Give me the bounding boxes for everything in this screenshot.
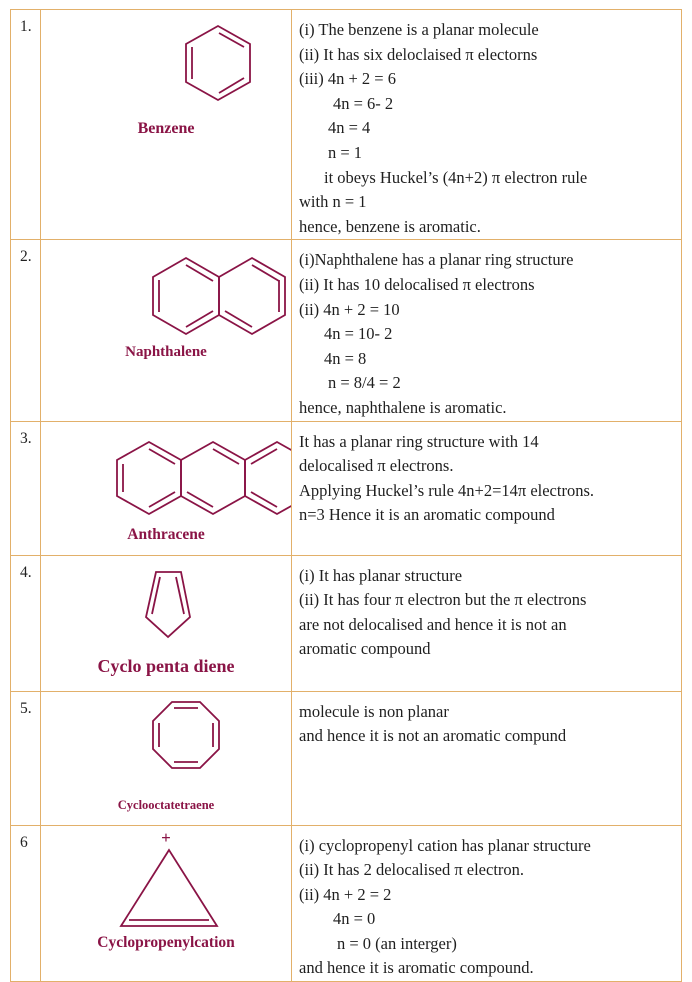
desc-line: 4n = 8 — [324, 348, 367, 368]
desc-line: It has a planar ring structure with 14 — [299, 431, 539, 451]
desc-line: hence, benzene is aromatic. — [299, 216, 481, 236]
structure-cell — [41, 10, 292, 240]
desc-line: (ii) It has 2 delocalised π electron. — [299, 860, 525, 880]
desc-line: 4n = 10- 2 — [324, 324, 393, 344]
desc-line: (i) It has planar structure — [299, 565, 463, 585]
row-number: 5. — [11, 691, 41, 825]
description-cell — [292, 825, 682, 982]
desc-line: molecule is non planar — [299, 701, 449, 721]
desc-line: (ii) It has 10 delocalised π electrons — [299, 274, 535, 294]
desc-line: 4n = 4 — [328, 118, 371, 138]
row-number: 3. — [11, 421, 41, 555]
desc-line: Applying Huckel’s rule 4n+2=14π electrons. — [299, 480, 595, 500]
description-cell — [292, 421, 682, 555]
structure-cell — [41, 691, 292, 825]
desc-line: with n = 1 — [299, 192, 367, 212]
anthracene-label: Anthracene — [127, 525, 205, 543]
description-cell — [292, 240, 682, 421]
row-number: 1. — [11, 10, 41, 240]
desc-line: aromatic compound — [299, 639, 431, 659]
desc-line: (ii) 4n + 2 = 10 — [299, 299, 400, 319]
table-row — [11, 421, 682, 555]
desc-line: (i) cyclopropenyl cation has planar structure — [299, 835, 591, 855]
desc-line: and hence it is aromatic compound. — [299, 958, 534, 978]
desc-line: n = 1 — [328, 142, 363, 162]
row-number: 4. — [11, 555, 41, 691]
desc-line: (ii) 4n + 2 = 2 — [299, 884, 392, 904]
desc-line: (i) The benzene is a planar molecule — [299, 20, 539, 39]
structure-cell — [41, 825, 292, 982]
desc-line: 4n = 6- 2 — [333, 93, 394, 113]
naphthalene-label: Naphthalene — [125, 344, 207, 361]
description-cell — [292, 555, 682, 691]
row-number: 6 — [11, 825, 41, 982]
cyclopropenylcation-label: Cyclopropenylcation — [97, 933, 235, 951]
row-number: 2. — [11, 240, 41, 421]
description-cell — [292, 10, 682, 240]
benzene-label: Benzene — [137, 120, 195, 137]
table-row — [11, 691, 682, 825]
desc-line: n=3 Hence it is an aromatic compound — [299, 505, 555, 525]
table-row — [11, 240, 682, 421]
structure-cell — [41, 421, 292, 555]
desc-line: n = 8/4 = 2 — [328, 373, 401, 393]
desc-line: n = 0 (an interger) — [337, 933, 457, 953]
aromaticity-table — [10, 9, 682, 982]
desc-line: hence, naphthalene is aromatic. — [299, 397, 507, 417]
desc-line: are not delocalised and hence it is not an — [299, 614, 567, 634]
desc-line: 4n = 0 — [333, 909, 376, 929]
desc-line: (ii) It has six deloclaised π electorns — [299, 44, 538, 64]
cyclopentadiene-label: Cyclo penta diene — [97, 655, 235, 676]
table-row — [11, 10, 682, 240]
cyclopropenyl-cation-structure — [41, 826, 291, 980]
description-cell — [292, 691, 682, 825]
desc-line: delocalised π electrons. — [299, 456, 454, 476]
desc-line: (iii) 4n + 2 = 6 — [299, 69, 396, 89]
cyclooctatetraene-label: Cyclooctatetraene — [117, 797, 215, 812]
positive-charge-icon: + — [161, 827, 171, 847]
desc-line: (ii) It has four π electron but the π electrons — [299, 590, 587, 610]
table-row — [11, 825, 682, 982]
naphthalene-structure — [41, 240, 291, 416]
table-row — [11, 555, 682, 691]
structure-cell — [41, 555, 292, 691]
structure-cell — [41, 240, 292, 421]
desc-line: (i)Naphthalene has a planar ring structure — [299, 250, 574, 270]
desc-line: it obeys Huckel’s (4n+2) π electron rule — [324, 167, 588, 187]
desc-line: and hence it is not an aromatic compund — [299, 726, 567, 746]
